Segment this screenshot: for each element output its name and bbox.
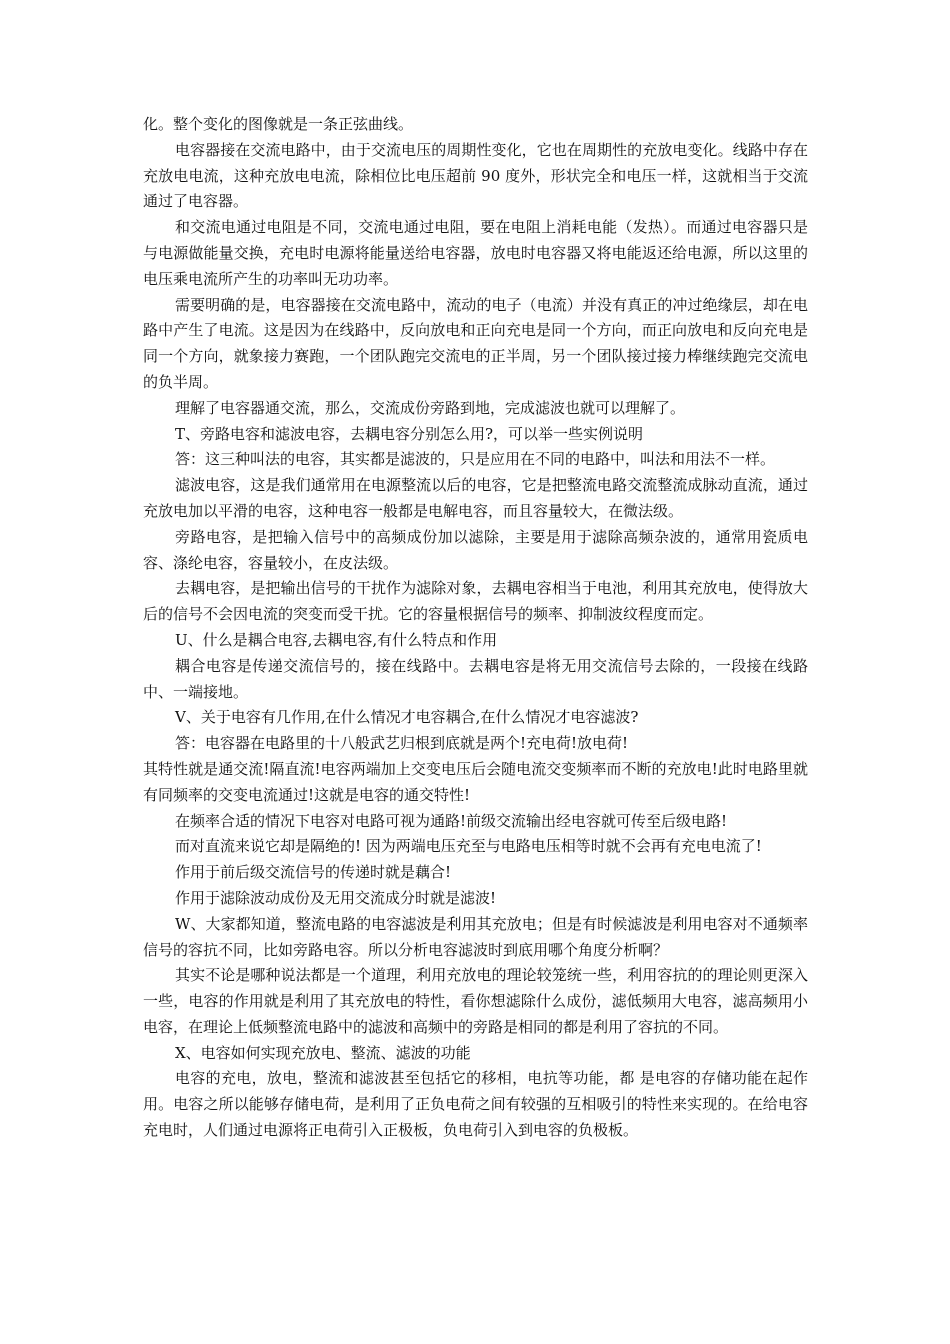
paragraph: 作用于滤除波动成份及无用交流成分时就是滤波! <box>175 888 497 907</box>
paragraph: 去耦电容，是把输出信号的干扰作为滤除对象，去耦电容相当于电池，利用其充放电，使得放大后的信号不会因电流的突变而受干扰。它的容量根据信号的频率、抑制波纹程度而定。 <box>143 579 808 624</box>
paragraph: 和交流电通过电阻是不同，交流电通过电阻，要在电阻上消耗电能（发热）。而通过电容器只是与电源做能量交换，充电时电源将能量送给电容器，放电时电容器又将电能返还给电源，所以这里的电压乘电流所产生的功率叫无功功率。 <box>143 218 808 288</box>
section-heading: U、什么是耦合电容,去耦电容,有什么特点和作用 <box>175 630 498 649</box>
paragraph: 需要明确的是，电容器接在交流电路中，流动的电子（电流）并没有真正的冲过绝缘层，却在电路中产生了电流。这是因为在线路中，反向放电和正向充电是同一个方向，而正向放电和反向充电是同一个方向，就象接力赛跑，一个团队跑完交流电的正半周，另一个团队接过接力棒继续跑完交流电的负半周。 <box>143 295 808 391</box>
paragraph: 滤波电容，这是我们通常用在电源整流以后的电容，它是把整流电路交流整流成脉动直流，通过充放电加以平滑的电容，这种电容一般都是电解电容，而且容量较大，在微法级。 <box>143 476 808 520</box>
paragraph: 电容的充电，放电，整流和滤波甚至包括它的移相，电抗等功能，都 是电容的存储功能在起作用。电容之所以能够存储电荷，是利用了正负电荷之间有较强的互相吸引的特性来实现的。在给电容充电时，人们通过电源将正电荷引入正极板，负电荷引入到电容的负极板。 <box>143 1069 808 1140</box>
paragraph: 旁路电容，是把输入信号中的高频成份加以滤除，主要是用于滤除高频杂波的，通常用瓷质电容、涤纶电容，容量较小，在皮法级。 <box>143 527 808 572</box>
paragraph: 其实不论是哪种说法都是一个道理，利用充放电的理论较笼统一些，利用容抗的的理论则更深入一些，电容的作用就是利用了其充放电的特性，看你想滤除什么成份，滤低频用大电容，滤高频用小电容，在理论上低频整流电路中的滤波和高频中的旁路是相同的都是利用了容抗的不同。 <box>143 966 808 1036</box>
paragraph: 理解了电容器通交流，那么，交流成份旁路到地，完成滤波也就可以理解了。 <box>175 398 686 417</box>
paragraph: 耦合电容是传递交流信号的，接在线路中。去耦电容是将无用交流信号去除的，一段接在线路中、一端接地。 <box>143 656 808 701</box>
document-page <box>143 112 808 1144</box>
section-heading: V、关于电容有几作用,在什么情况才电容耦合,在什么情况才电容滤波? <box>175 708 639 727</box>
paragraph: 作用于前后级交流信号的传递时就是藕合! <box>175 863 452 882</box>
section-heading: T、旁路电容和滤波电容，去耦电容分别怎么用?，可以举一些实例说明 <box>175 424 644 443</box>
paragraph: 在频率合适的情况下电容对电路可视为通路!前级交流输出经电容就可传至后级电路! <box>175 811 728 830</box>
section-heading: X、电容如何实现充放电、整流、滤波的功能 <box>175 1043 471 1062</box>
paragraph: 其特性就是通交流!隔直流!电容两端加上交变电压后会随电流交变频率而不断的充放电!此时电路里就有同频率的交变电流通过!这就是电容的通交特性! <box>143 759 808 804</box>
paragraph: 答：这三种叫法的电容，其实都是滤波的，只是应用在不同的电路中，叫法和用法不一样。 <box>175 450 776 469</box>
paragraph: 化。整个变化的图像就是一条正弦曲线。 <box>143 115 414 133</box>
section-heading: W、大家都知道，整流电路的电容滤波是利用其充放电；但是有时候滤波是利用电容对不通频率信号的容抗不同，比如旁路电容。所以分析电容滤波时到底用哪个角度分析啊？ <box>143 914 808 959</box>
paragraph: 电容器接在交流电路中，由于交流电压的周期性变化，它也在周期性的充放电变化。线路中存在充放电电流，这种充放电电流，除相位比电压超前 90 度外，形状完全和电压一样，这就相当于交流通过了电容器。 <box>143 140 808 211</box>
paragraph: 而对直流来说它却是隔绝的! 因为两端电压充至与电路电压相等时就不会再有充电电流了! <box>175 837 762 856</box>
paragraph: 答：电容器在电路里的十八般武艺归根到底就是两个!充电荷!放电荷! <box>175 734 629 753</box>
